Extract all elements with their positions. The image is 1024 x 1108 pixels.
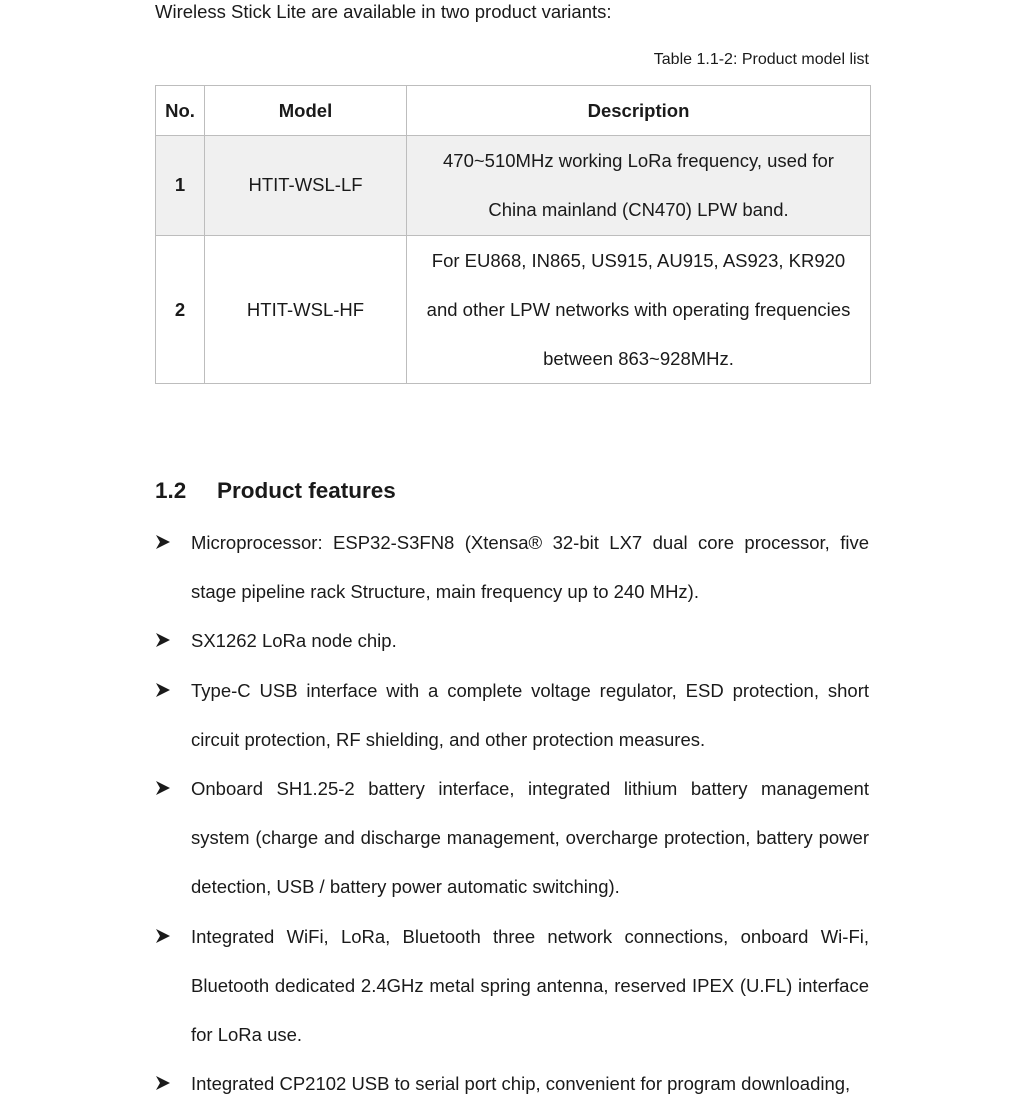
row-model: HTIT-WSL-LF: [205, 136, 407, 236]
header-model: Model: [205, 86, 407, 136]
table-row: [156, 136, 871, 236]
feature-text: Onboard SH1.25-2 battery interface, integrated lithium battery management system (charge and discharge management, overcharge protection, battery power detection, USB / battery power automatic switching).: [191, 778, 869, 898]
arrowhead-bullet-icon: [155, 912, 175, 961]
arrowhead-bullet-icon: [155, 1059, 175, 1108]
feature-text: Microprocessor: ESP32-S3FN8 (Xtensa® 32-bit LX7 dual core processor, five stage pipeline rack Structure, main frequency up to 240 MHz).: [191, 532, 869, 603]
list-item: [155, 666, 869, 764]
section-title: Product features: [217, 478, 396, 503]
intro-paragraph: Wireless Stick Lite are available in two product variants:: [155, 1, 612, 22]
table-caption: Table 1.1-2: Product model list: [653, 51, 869, 68]
feature-text: Integrated CP2102 USB to serial port chip, convenient for program downloading,: [191, 1073, 851, 1095]
feature-text: Integrated WiFi, LoRa, Bluetooth three network connections, onboard Wi-Fi, Bluetooth dedicated 2.4GHz metal spring antenna, reserved IPEX (U.FL) interface for LoRa use.: [191, 925, 869, 1046]
list-item: [155, 1059, 869, 1108]
feature-list: [155, 518, 869, 1108]
product-model-table: [155, 85, 871, 384]
row-description: For EU868, IN865, US915, AU915, AS923, KR920 and other LPW networks with operating frequencies between 863~928MHz.: [407, 235, 871, 384]
list-item: [155, 764, 869, 912]
section-heading: [155, 476, 396, 506]
header-description: Description: [407, 86, 871, 136]
row-model: HTIT-WSL-HF: [205, 235, 407, 384]
list-item: [155, 912, 869, 1060]
arrowhead-bullet-icon: [155, 616, 175, 665]
table-row: [156, 235, 871, 384]
row-number: 1: [156, 136, 205, 236]
table-header-row: [156, 86, 871, 136]
header-no: No.: [156, 86, 205, 136]
feature-text: SX1262 LoRa node chip.: [191, 630, 397, 652]
row-description: 470~510MHz working LoRa frequency, used for China mainland (CN470) LPW band.: [407, 136, 871, 236]
list-item: [155, 518, 869, 616]
arrowhead-bullet-icon: [155, 518, 175, 567]
row-number: 2: [156, 235, 205, 384]
arrowhead-bullet-icon: [155, 666, 175, 715]
list-item: [155, 616, 869, 665]
feature-text: Type-C USB interface with a complete voltage regulator, ESD protection, short circuit protection, RF shielding, and other protection measures.: [191, 679, 869, 750]
section-number: 1.2: [155, 478, 187, 503]
arrowhead-bullet-icon: [155, 764, 175, 813]
